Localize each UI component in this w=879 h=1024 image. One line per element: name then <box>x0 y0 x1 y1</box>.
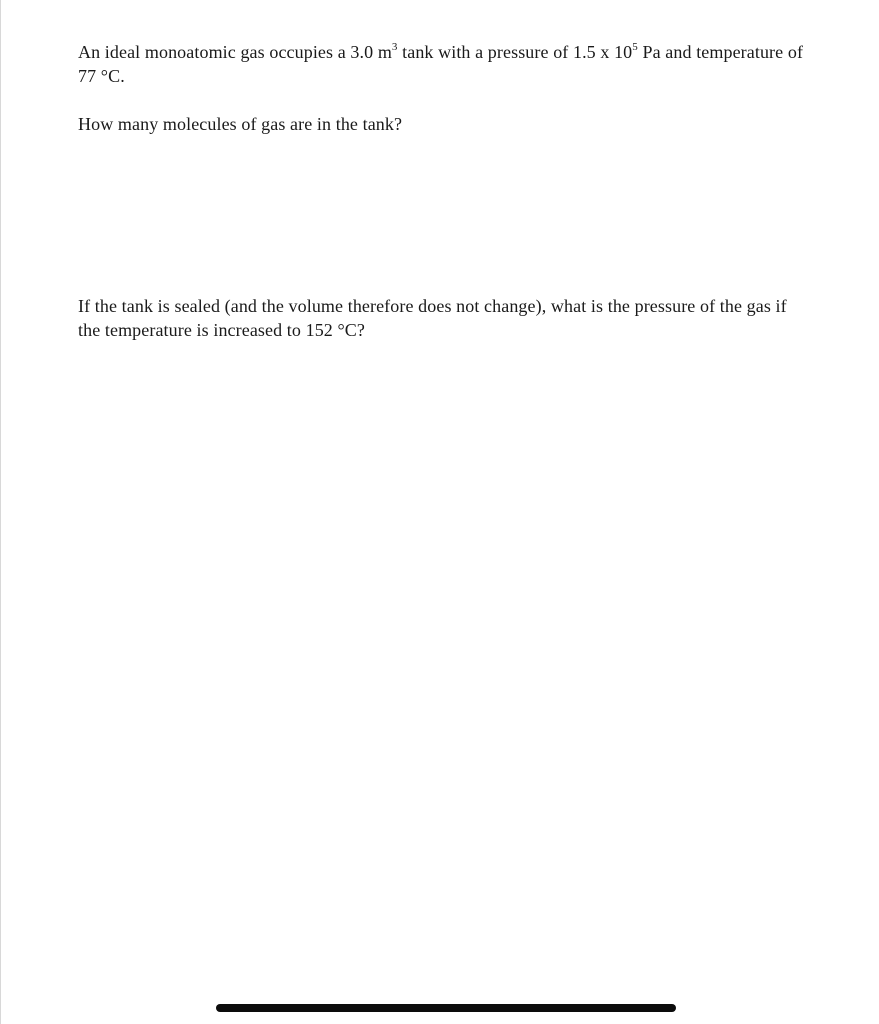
question-2: If the tank is sealed (and the volume therefore does not change), what is the pressure of the gas if the temperature is increased to 152 °C? <box>78 296 787 340</box>
pressure-exponent: 5 <box>632 41 638 53</box>
home-indicator-bar[interactable] <box>216 1004 676 1012</box>
intro-text-volume: An ideal monoatomic gas occupies a 3.0 m <box>78 42 392 62</box>
problem-intro-paragraph <box>78 40 809 88</box>
volume-exponent: 3 <box>391 41 398 53</box>
intro-text-temperature: Pa and temperature of 77 °C. <box>78 42 804 86</box>
question-1: How many molecules of gas are in the tank? <box>78 114 403 134</box>
page-left-border <box>0 0 1 1024</box>
intro-text-pressure: tank with a pressure of 1.5 x 10 <box>397 42 633 62</box>
